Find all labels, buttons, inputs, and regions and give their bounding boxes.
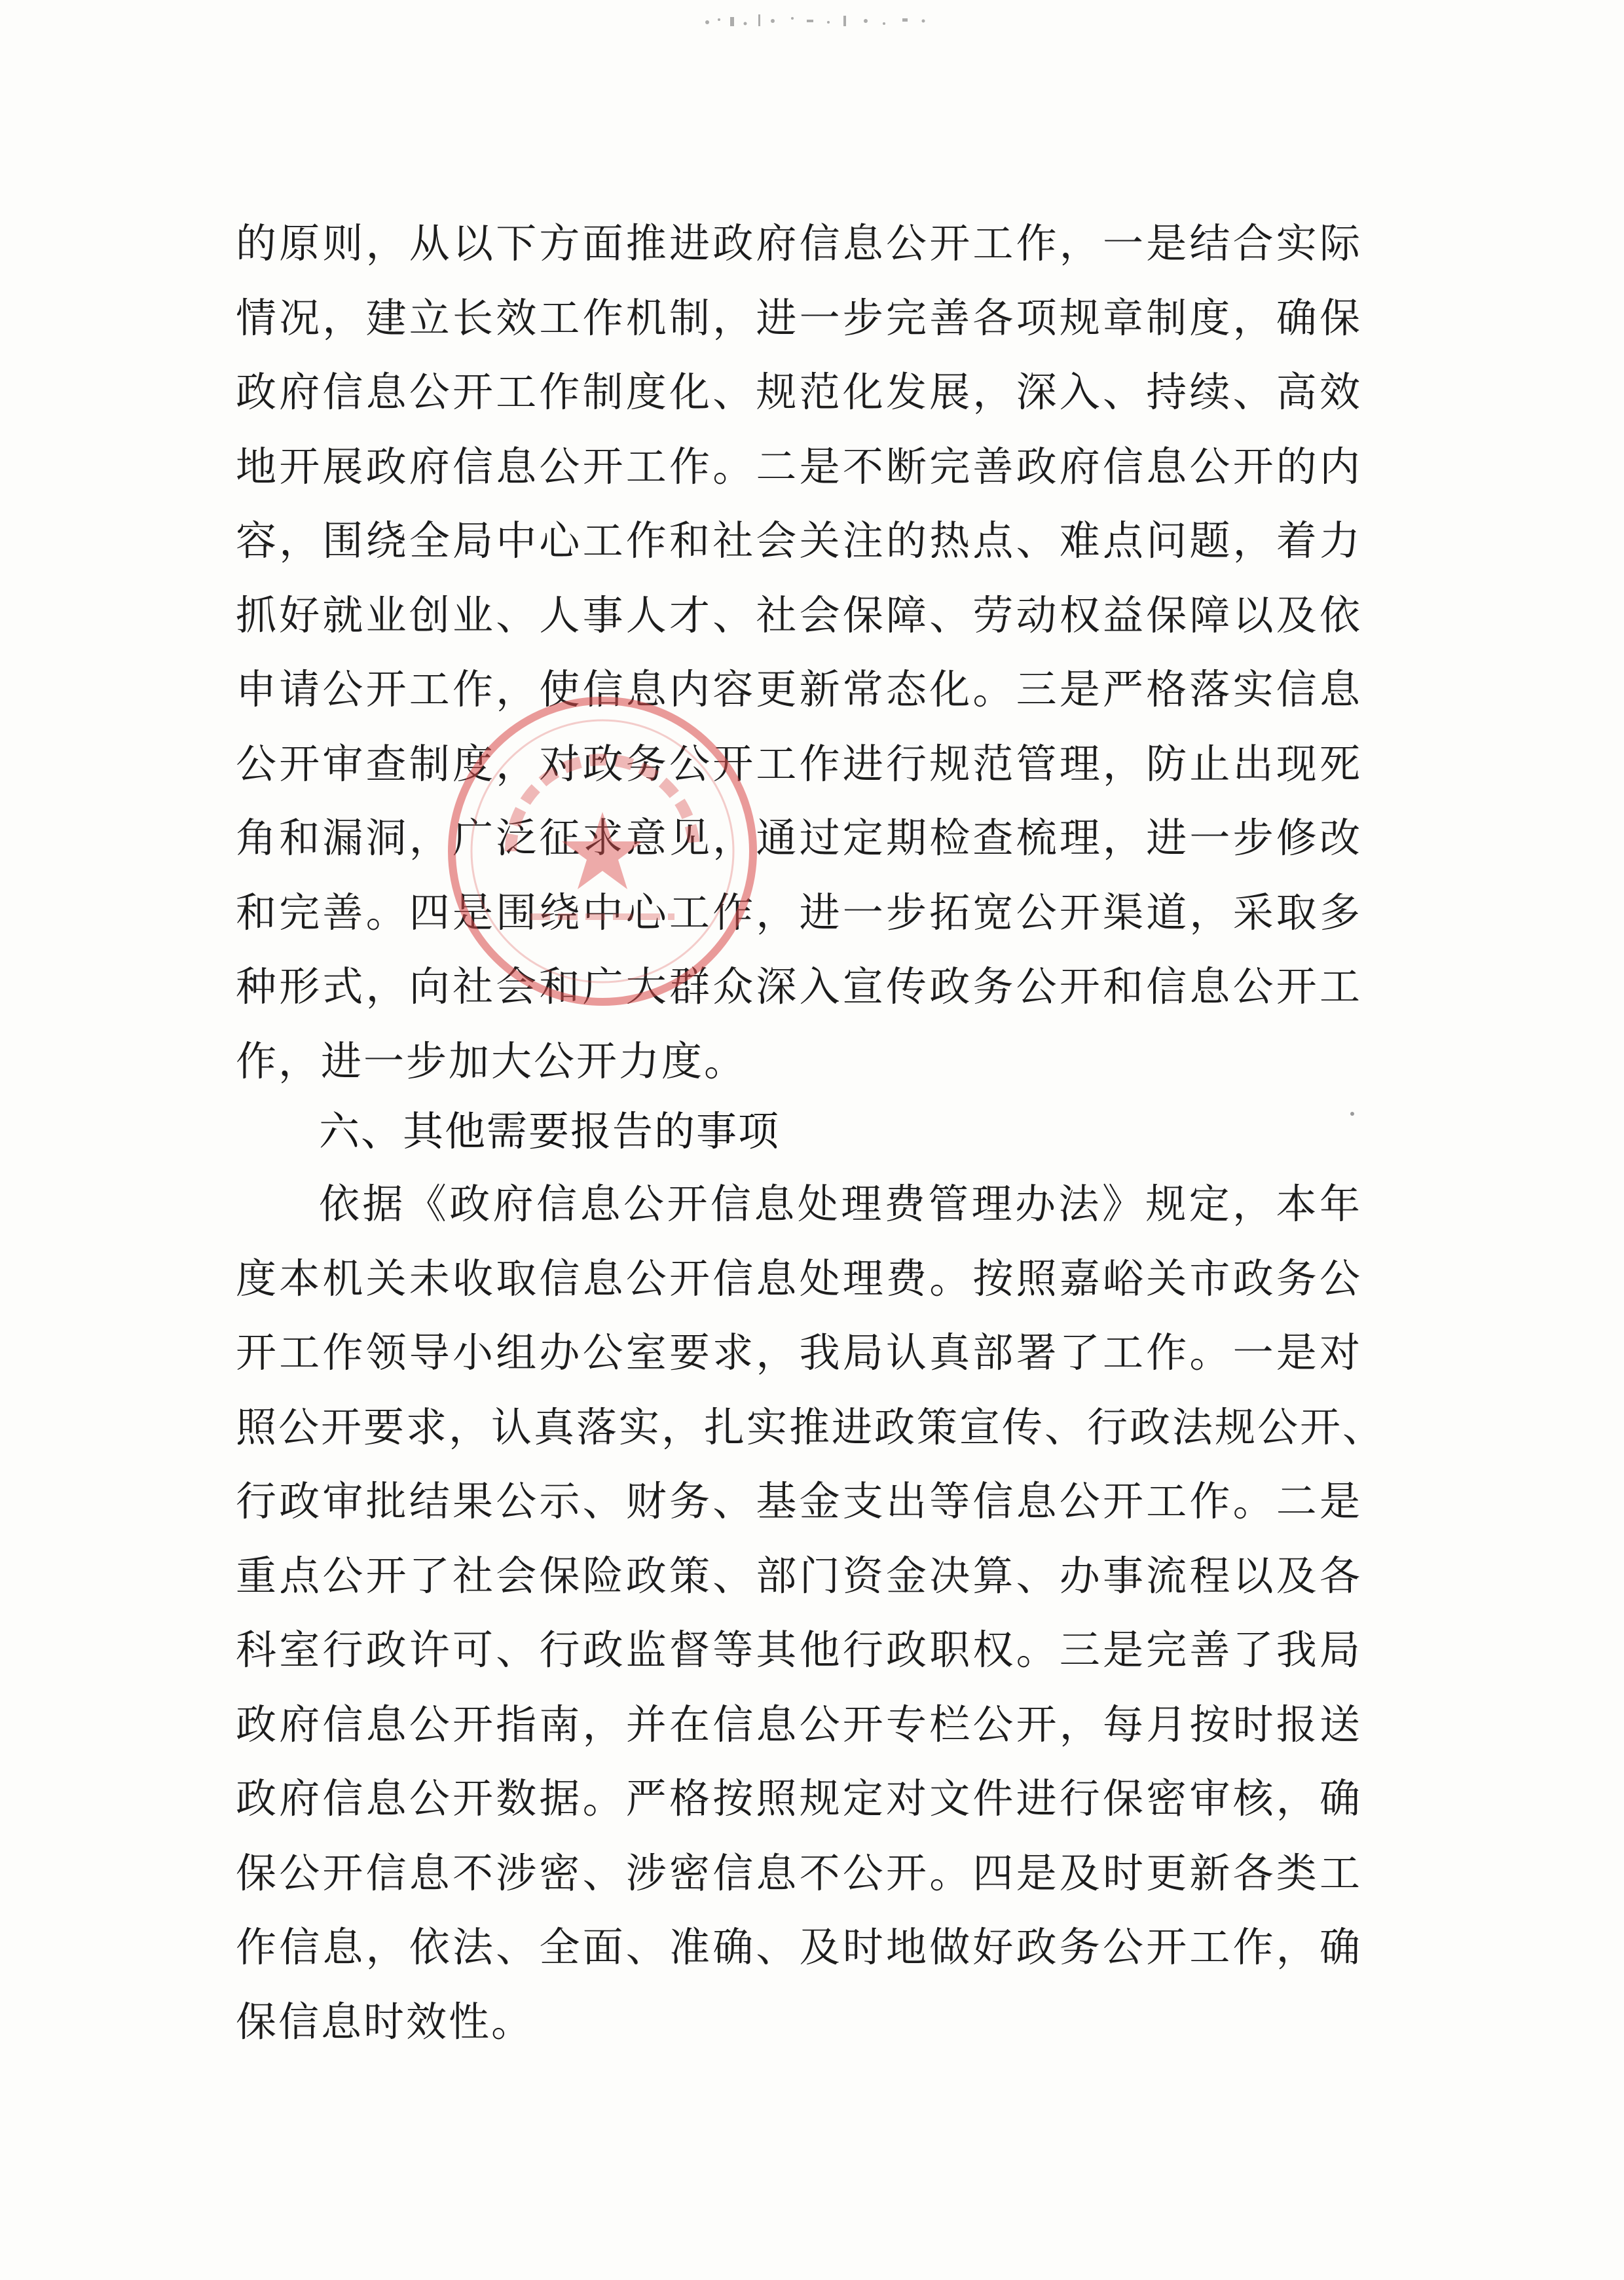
text-line: 开工作领导小组办公室要求，我局认真部署了工作。一是对 — [236, 1329, 1362, 1376]
scan-speck — [1350, 1112, 1354, 1116]
text-line: 保公开信息不涉密、涉密信息不公开。四是及时更新各类工 — [236, 1848, 1362, 1897]
text-line: 科室行政许可、行政监督等其他行政职权。三是完善了我局 — [236, 1626, 1362, 1674]
text-line: 政府信息公开指南，并在信息公开专栏公开，每月按时报送 — [236, 1700, 1362, 1748]
text-line: 和完善。四是围绕中心工作，进一步拓宽公开渠道，采取多 — [236, 888, 1362, 936]
text-line: 公开审查制度，对政务公开工作进行规范管理，防止出现死 — [236, 739, 1362, 788]
text-line: 重点公开了社会保险政策、部门资金决算、办事流程以及各 — [236, 1551, 1362, 1600]
text-line: 地开展政府信息公开工作。二是不断完善政府信息公开的内 — [236, 442, 1362, 490]
text-line: 种形式，向社会和广大群众深入宣传政务公开和信息公开工 — [236, 963, 1362, 1010]
text-line: 作，进一步加大公开力度。 — [236, 1037, 747, 1085]
text-line: 作信息，依法、全面、准确、及时地做好政务公开工作，确 — [236, 1923, 1362, 1971]
text-line: 角和漏洞，广泛征求意见，通过定期检查梳理，进一步修改 — [236, 814, 1362, 862]
text-line: 情况，建立长效工作机制，进一步完善各项规章制度，确保 — [236, 293, 1362, 342]
section-heading: 六、其他需要报告的事项 — [319, 1107, 781, 1155]
text-line: 政府信息公开数据。严格按照规定对文件进行保密审核，确 — [236, 1774, 1362, 1822]
text-line: 容，围绕全局中心工作和社会关注的热点、难点问题，着力 — [236, 517, 1362, 564]
text-line: 行政审批结果公示、财务、基金支出等信息公开工作。二是 — [236, 1477, 1362, 1525]
text-line: 保信息时效性。 — [236, 1997, 534, 2046]
text-line: 政府信息公开工作制度化、规范化发展，深入、持续、高效 — [236, 368, 1362, 416]
text-line: 照公开要求，认真落实，扎实推进政策宣传、行政法规公开、 — [236, 1403, 1386, 1451]
text-line: 申请公开工作，使信息内容更新常态化。三是严格落实信息 — [236, 665, 1362, 713]
text-line: 抓好就业创业、人事人才、社会保障、劳动权益保障以及依 — [236, 591, 1362, 639]
scan-artifact — [694, 8, 943, 34]
text-line: 的原则，从以下方面推进政府信息公开工作，一是结合实际 — [236, 219, 1362, 267]
text-line: 度本机关未收取信息公开信息处理费。按照嘉峪关市政务公 — [236, 1254, 1362, 1302]
text-line: 依据《政府信息公开信息处理费管理办法》规定，本年 — [319, 1180, 1362, 1228]
